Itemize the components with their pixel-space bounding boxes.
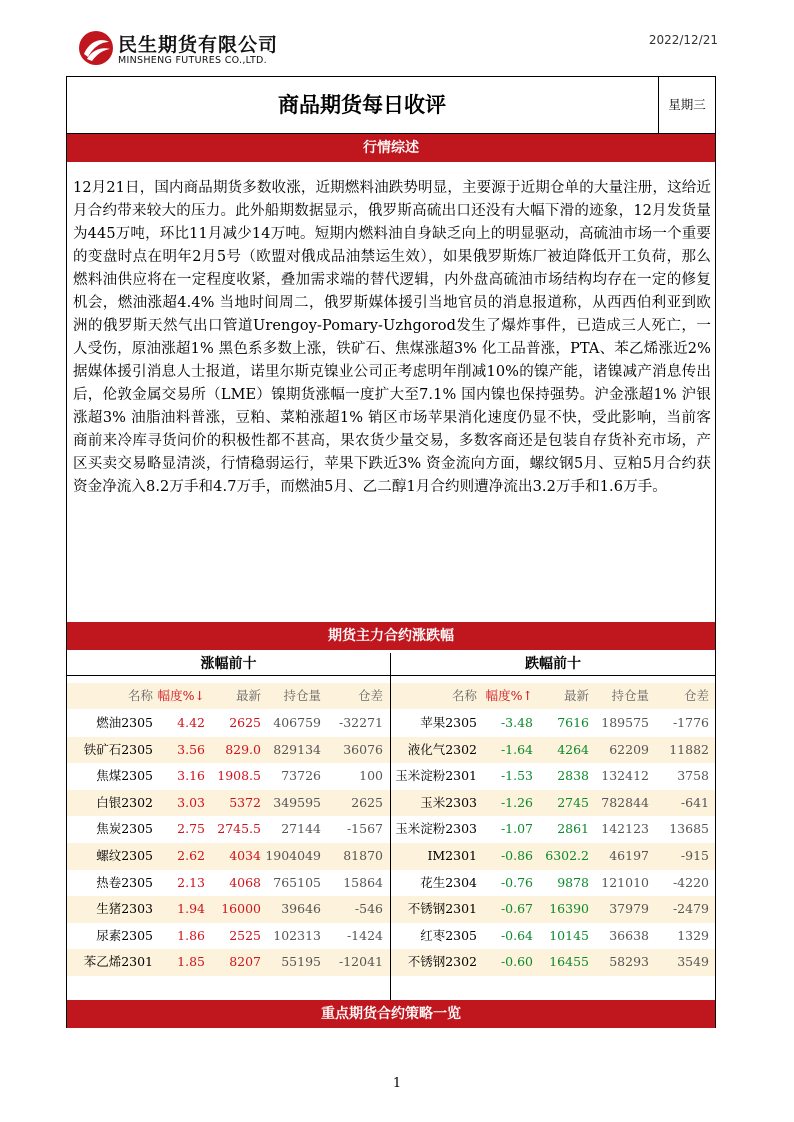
gainers-contract-name: 焦煤2305	[96, 768, 153, 784]
gainers-open-interest: 1904049	[265, 848, 321, 863]
losers-contract-name: 花生2304	[420, 874, 477, 890]
gainers-contract-name: 焦炭2305	[96, 821, 153, 837]
losers-change-pct: -0.64	[500, 927, 533, 943]
gainers-row	[67, 896, 390, 923]
losers-open-interest: 36638	[609, 927, 649, 943]
losers-contract-name: 玉米2303	[420, 794, 477, 810]
gainers-last-price: 1908.5	[217, 768, 261, 784]
report-date: 2022/12/21	[648, 33, 718, 47]
losers-row	[391, 896, 715, 923]
gainers-last-price: 2525	[229, 927, 261, 943]
losers-row	[391, 710, 715, 737]
gainers-header-row	[67, 683, 390, 709]
losers-last-price: 2838	[557, 768, 589, 784]
gainers-oi-change: -32271	[339, 715, 383, 730]
losers-row	[391, 843, 715, 870]
losers-contract-name: IM2301	[427, 848, 477, 863]
gainers-open-interest: 102313	[273, 927, 321, 943]
gainers-oi-change: 2625	[351, 794, 383, 810]
losers-row	[391, 763, 715, 790]
losers-contract-name: 红枣2305	[420, 927, 477, 943]
losers-row	[391, 816, 715, 843]
gainers-change-pct: 3.56	[177, 741, 205, 757]
gainers-last-price: 829.0	[225, 741, 261, 757]
losers-open-interest: 121010	[601, 874, 649, 890]
losers-open-interest: 782844	[601, 794, 649, 810]
losers-open-interest: 142123	[601, 821, 649, 837]
gainers-contract-name: 螺纹2305	[96, 848, 153, 863]
losers-col-change: 幅度%↑	[485, 688, 533, 703]
page-number: 1	[392, 1076, 402, 1091]
losers-change-pct: -1.26	[500, 794, 533, 810]
gainers-oi-change: 36076	[343, 741, 383, 757]
weekday-cell: 星期三	[658, 77, 715, 133]
losers-row	[391, 790, 715, 817]
gainers-change-pct: 2.62	[177, 848, 205, 863]
losers-open-interest: 189575	[601, 715, 649, 730]
losers-last-price: 2861	[557, 821, 589, 837]
gainers-oi-change: -12041	[339, 954, 383, 970]
company-name-en: MINSHENG FUTURES CO.,LTD.	[118, 55, 267, 66]
overview-section-bar: 行情综述	[67, 134, 715, 162]
report-frame	[66, 76, 716, 1028]
losers-last-price: 16390	[549, 901, 589, 917]
losers-contract-name: 液化气2302	[407, 741, 477, 757]
gainers-row	[67, 949, 390, 976]
gainers-open-interest: 829134	[273, 741, 321, 757]
gainers-open-interest: 39646	[281, 901, 321, 917]
gainers-row	[67, 816, 390, 843]
gainers-last-price: 5372	[229, 794, 261, 810]
losers-open-interest: 132412	[601, 768, 649, 784]
gainers-change-pct: 3.16	[177, 768, 205, 784]
losers-title: 跌幅前十	[391, 653, 715, 676]
losers-oi-change: -915	[680, 848, 709, 863]
movers-section-bar: 期货主力合约涨跌幅	[67, 622, 715, 650]
gainers-contract-name: 生猪2303	[96, 901, 153, 917]
gainers-contract-name: 苯乙烯2301	[83, 954, 153, 970]
losers-contract-name: 不锈钢2302	[407, 954, 477, 970]
losers-oi-change: -4220	[672, 874, 709, 890]
losers-open-interest: 46197	[609, 848, 649, 863]
losers-oi-change: 11882	[669, 741, 709, 757]
losers-oi-change: 13685	[669, 821, 709, 837]
losers-last-price: 7616	[557, 715, 589, 730]
losers-oi-change: -641	[680, 794, 709, 810]
gainers-oi-change: -546	[354, 901, 383, 917]
losers-oi-change: 3758	[677, 768, 709, 784]
gainers-change-pct: 1.86	[177, 927, 205, 943]
minsheng-logo-icon	[78, 30, 114, 66]
losers-col-last: 最新	[563, 688, 589, 703]
gainers-col-last: 最新	[235, 688, 261, 703]
gainers-contract-name: 尿素2305	[96, 927, 153, 943]
gainers-row	[67, 843, 390, 870]
gainers-open-interest: 406759	[273, 715, 321, 730]
gainers-change-pct: 1.85	[177, 954, 205, 970]
gainers-change-pct: 3.03	[177, 794, 205, 810]
losers-last-price: 9878	[557, 874, 589, 890]
gainers-change-pct: 1.94	[177, 901, 205, 917]
losers-oi-change: 1329	[677, 927, 709, 943]
losers-last-price: 16455	[549, 954, 589, 970]
gainers-oi-change: 15864	[343, 874, 383, 890]
losers-contract-name: 玉米淀粉2303	[395, 821, 477, 837]
gainers-col-name: 名称	[127, 688, 153, 703]
gainers-last-price: 4034	[229, 848, 261, 863]
title-row	[67, 77, 715, 134]
strategy-section-bar: 重点期货合约策略一览	[67, 1000, 715, 1028]
gainers-last-price: 16000	[221, 901, 261, 917]
gainers-last-price: 2625	[229, 715, 261, 730]
gainers-change-pct: 2.13	[177, 874, 205, 890]
losers-open-interest: 62209	[609, 741, 649, 757]
losers-col-name: 名称	[451, 688, 477, 703]
losers-change-pct: -3.48	[500, 715, 533, 730]
losers-row	[391, 923, 715, 950]
gainers-col-oi-change: 仓差	[357, 688, 383, 703]
gainers-oi-change: -1424	[346, 927, 383, 943]
losers-row	[391, 737, 715, 764]
gainers-row	[67, 737, 390, 764]
losers-open-interest: 58293	[609, 954, 649, 970]
losers-col-oi-change: 仓差	[683, 688, 709, 703]
losers-row	[391, 870, 715, 897]
gainers-last-price: 4068	[229, 874, 261, 890]
gainers-row	[67, 763, 390, 790]
company-name-cn: 民生期货有限公司	[118, 34, 279, 56]
gainers-contract-name: 铁矿石2305	[83, 741, 153, 757]
gainers-row	[67, 790, 390, 817]
losers-oi-change: -2479	[672, 901, 709, 917]
losers-change-pct: -0.60	[500, 954, 533, 970]
losers-header-row	[391, 683, 715, 709]
gainers-open-interest: 73726	[281, 768, 321, 784]
losers-last-price: 10145	[549, 927, 589, 943]
losers-col-oi: 持仓量	[611, 688, 649, 703]
losers-change-pct: -0.67	[500, 901, 533, 917]
losers-last-price: 4264	[557, 741, 589, 757]
gainers-col-oi: 持仓量	[283, 688, 321, 703]
gainers-open-interest: 27144	[281, 821, 321, 837]
losers-change-pct: -1.64	[500, 741, 533, 757]
losers-last-price: 6302.2	[545, 848, 589, 863]
losers-open-interest: 37979	[609, 901, 649, 917]
losers-oi-change: 3549	[677, 954, 709, 970]
gainers-contract-name: 燃油2305	[96, 715, 153, 730]
gainers-oi-change: 100	[359, 768, 383, 784]
losers-row	[391, 949, 715, 976]
gainers-change-pct: 2.75	[177, 821, 205, 837]
gainers-row	[67, 923, 390, 950]
losers-change-pct: -0.76	[500, 874, 533, 890]
gainers-contract-name: 热卷2305	[96, 874, 153, 890]
gainers-change-pct: 4.42	[177, 715, 205, 730]
gainers-open-interest: 349595	[273, 794, 321, 810]
gainers-contract-name: 白银2302	[96, 794, 153, 810]
report-title: 商品期货每日收评	[278, 93, 446, 117]
gainers-open-interest: 55195	[281, 954, 321, 970]
losers-change-pct: -0.86	[500, 848, 533, 863]
gainers-open-interest: 765105	[273, 874, 321, 890]
losers-change-pct: -1.53	[500, 768, 533, 784]
gainers-title: 涨幅前十	[67, 653, 390, 676]
overview-text: 12月21日，国内商品期货多数收涨，近期燃料油跌势明显，主要源于近期仓单的大量注册，这给近月合约带来较大的压力。此外船期数据显示，俄罗斯高硫出口还没有大幅下滑的迹象，12月发货量为445万吨，环比11月减少14万吨。短期内燃料油自身缺乏向上的明显驱动，高硫油市场一个重要的变盘时点在明年2月5号（欧盟对俄成品油禁运生效），如果俄罗斯炼厂被迫降低开工负荷，那么燃料油供应将在一定程度收紧，叠加需求端的替代逻辑，内外盘高硫油市场结构均存在一定的修复机会，燃油涨超4.4% 当地时间周二，俄罗斯媒体援引当地官员的消息报道称，从西西伯利亚到欧洲的俄罗斯天然气出口管道Urengoy-Pomary-Uzhgorod发生了爆炸事件，已造成三人死亡，一人受伤，原油涨超1% 黑色系多数上涨，铁矿石、焦煤涨超3% 化工品普涨，PTA、苯乙烯涨近2% 据媒体援引消息人士报道，诺里尔斯克镍业公司正考虑明年削减10%的镍产能，诸镍减产消息传出后，伦敦金属交易所（LME）镍期货涨幅一度扩大至7.1% 国内镍也保持强势。沪金涨超1% 沪银涨超3% 油脂油料普涨，豆粕、菜粕涨超1% 销区市场苹果消化速度仍显不快，受此影响，当前客商前来冷库寻货问价的积极性都不甚高，果农货少量交易，多数客商还是包装自存货补充市场，产区买卖交易略显清淡，行情稳弱运行，苹果下跌近3% 资金流向方面，螺纹钢5月、豆粕5月合约获资金净流入8.2万手和4.7万手，而燃油5月、乙二醇1月合约则遭净流出3.2万手和1.6万手。	[73, 180, 711, 495]
losers-change-pct: -1.07	[500, 821, 533, 837]
gainers-last-price: 8207	[229, 954, 261, 970]
gainers-row	[67, 710, 390, 737]
gainers-last-price: 2745.5	[217, 821, 261, 837]
losers-contract-name: 玉米淀粉2301	[395, 768, 477, 784]
gainers-row	[67, 870, 390, 897]
gainers-oi-change: -1567	[346, 821, 383, 837]
losers-last-price: 2745	[557, 794, 589, 810]
gainers-oi-change: 81870	[343, 848, 383, 863]
losers-contract-name: 苹果2305	[420, 715, 477, 730]
company-logo	[78, 28, 318, 72]
losers-contract-name: 不锈钢2301	[407, 901, 477, 917]
gainers-col-change: 幅度%↓	[157, 688, 205, 703]
losers-oi-change: -1776	[672, 715, 709, 730]
